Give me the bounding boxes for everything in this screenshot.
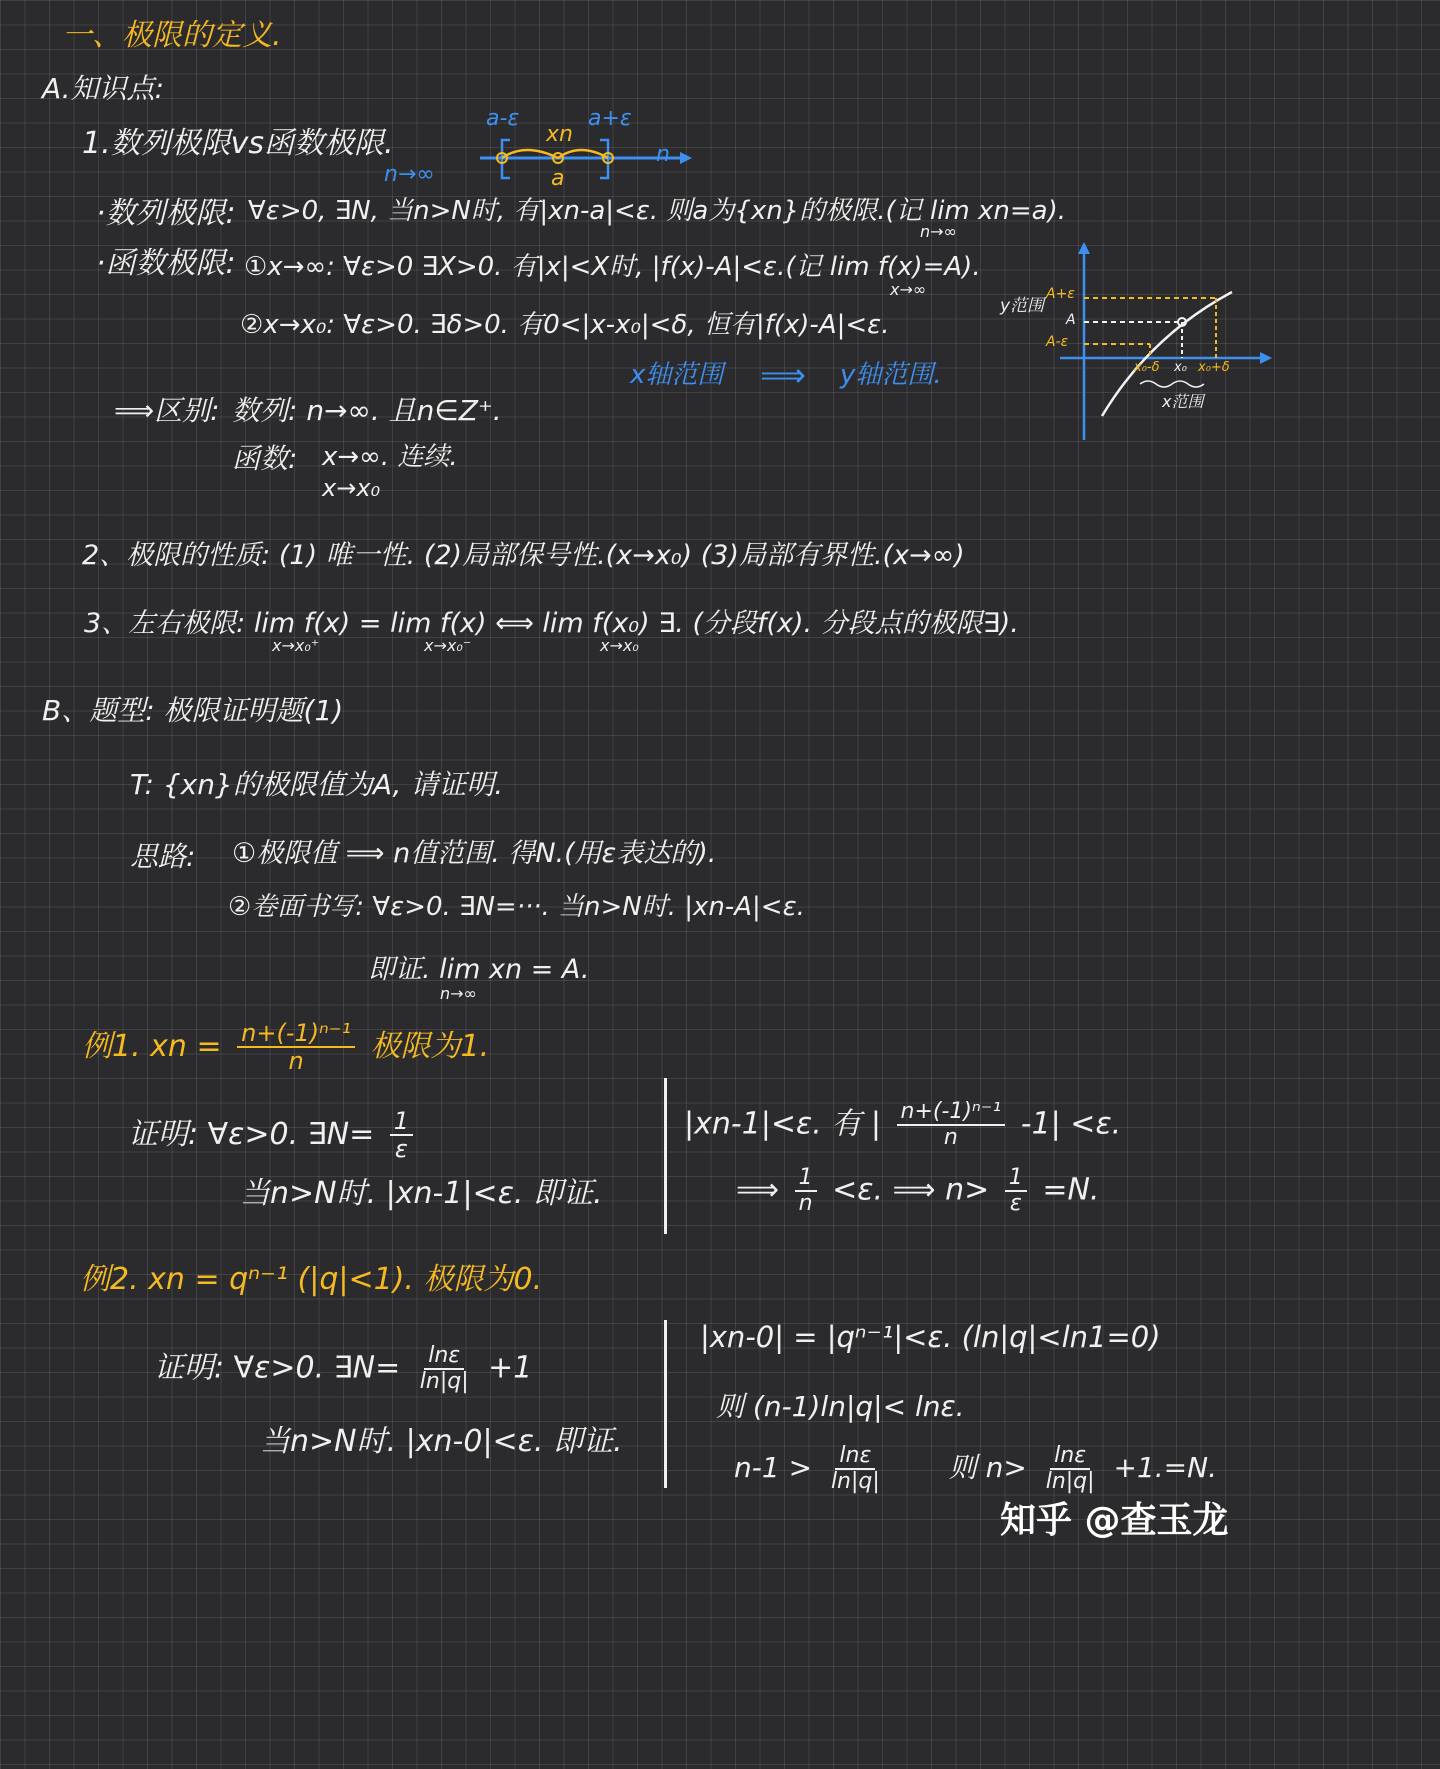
example-2-scratch-numerator: lnε — [835, 1444, 875, 1470]
example-2-proof-fraction — [416, 1344, 473, 1394]
item-1-heading: 1.数列极限vs函数极限. — [82, 126, 394, 161]
example-1-head: 例1. xn = — [82, 1028, 222, 1064]
example-2-proof-tail: +1 — [488, 1350, 533, 1386]
example-2-scratch-then: 则 n> — [948, 1451, 1027, 1485]
example-1-equals-n: =N. — [1042, 1172, 1100, 1208]
example-2-proof-line-1 — [154, 1344, 532, 1394]
center-a-label: a — [551, 166, 565, 191]
example-1-tail: 极限为1. — [370, 1028, 490, 1064]
example-2-scratch-denominator-2: ln|q| — [1045, 1469, 1095, 1495]
example-1-proof-fraction — [390, 1108, 413, 1163]
example-1-scratch-den-3: ε — [1009, 1191, 1022, 1217]
graph-x-minus-label: x₀-δ — [1134, 360, 1160, 375]
xn-label: xn — [546, 122, 573, 147]
task-statement: T: {xn}的极限值为A, 请证明. — [130, 768, 504, 801]
example-1-proof-denominator: ε — [394, 1135, 408, 1164]
example-1-proof-line-2: 当n>N时. |xn-1|<ε. 即证. — [240, 1176, 603, 1211]
example-1-scratch-den-2: n — [798, 1191, 813, 1217]
example-1-scratch-tail: -1| <ε. — [1020, 1106, 1122, 1142]
x-axis-range-label: x轴范围 — [630, 360, 724, 390]
number-line-arrow — [680, 152, 692, 164]
difference-sequence: 数列: n→∞. 且n∈Z⁺. — [232, 394, 502, 427]
graph-a-label: A — [1066, 312, 1076, 328]
item-3-subscript-both: x→x₀ — [600, 636, 639, 655]
graph-x0-label: x₀ — [1174, 360, 1187, 375]
example-2-scratch-result: +1.=N. — [1113, 1451, 1217, 1485]
graph-x-arrow — [1260, 352, 1272, 364]
item-3-subscript-right: x→x₀⁺ — [272, 636, 320, 655]
implies-arrow: ⟹ — [760, 356, 806, 394]
axis-n-label: n — [656, 142, 670, 167]
function-limit-case-1-subscript: x→∞ — [890, 280, 927, 299]
sequence-limit-label: ·数列极限: — [96, 196, 236, 231]
example-1-proof-line-1 — [128, 1108, 419, 1163]
example-1-scratch-num-2: 1 — [795, 1166, 817, 1192]
example-1-scratch-text: |xn-1|<ε. 有 | — [684, 1106, 881, 1142]
function-limit-graph — [1040, 240, 1280, 440]
example-1-scratch-num-3: 1 — [1005, 1166, 1027, 1192]
item-3-subscript-left: x→x₀⁻ — [424, 636, 472, 655]
left-bound-label: a-ε — [486, 106, 520, 131]
idea-step-2: ②卷面书写: ∀ε>0. ∃N=···. 当n>N时. |xn-A|<ε. — [228, 892, 805, 922]
function-limit-label: ·函数极限: — [96, 246, 236, 281]
y-axis-range-label: y轴范围. — [840, 360, 942, 390]
example-1-scratch-fraction-3 — [1005, 1166, 1027, 1216]
example-2-divider — [664, 1320, 667, 1488]
example-2-scratch-line-1: |xn-0| = |qⁿ⁻¹|<ε. (ln|q|<ln1=0) — [700, 1320, 1161, 1354]
example-1-divider — [664, 1078, 667, 1234]
example-2-scratch-line-2: 则 (n-1)ln|q|< lnε. — [716, 1390, 965, 1423]
example-1-denominator: n — [288, 1047, 304, 1076]
example-1-scratch-fraction-2 — [795, 1166, 817, 1216]
example-1-implies-2: <ε. ⟹ n> — [832, 1172, 990, 1208]
idea-step-3: 即证. lim xn = A. — [368, 954, 590, 985]
graph-a-minus-label: A-ε — [1046, 334, 1069, 350]
example-1-scratch-line-1 — [684, 1100, 1121, 1150]
example-1-fraction — [237, 1020, 355, 1075]
function-limit-case-2: ②x→x₀: ∀ε>0. ∃δ>0. 有0<|x-x₀|<δ, 恒有|f(x)-A|<ε. — [240, 310, 890, 340]
example-1-implies-1: ⟹ — [736, 1172, 780, 1208]
graph-x-plus-label: x₀+δ — [1198, 360, 1230, 375]
example-1-numerator: n+(-1)ⁿ⁻¹ — [237, 1020, 355, 1048]
example-1-scratch-numerator: n+(-1)ⁿ⁻¹ — [897, 1100, 1006, 1126]
example-2-scratch-fraction-2 — [1042, 1444, 1099, 1494]
item-3-one-sided-limits: 3、左右极限: lim f(x) = lim f(x) ⟺ lim f(x₀) ∃. (分段f(x). 分段点的极限∃). — [84, 608, 1019, 639]
graph-y-arrow — [1078, 242, 1090, 254]
idea-label: 思路: — [130, 840, 196, 873]
example-2-proof-numerator: lnε — [424, 1344, 464, 1370]
example-2-proof-line-2: 当n>N时. |xn-0|<ε. 即证. — [260, 1424, 623, 1459]
section-a-heading: A.知识点: — [42, 72, 165, 105]
idea-step-3-subscript: n→∞ — [440, 984, 477, 1003]
section-b-heading: B、题型: 极限证明题(1) — [42, 694, 344, 727]
example-2-scratch-denominator: ln|q| — [830, 1469, 880, 1495]
right-bound-label: a+ε — [588, 106, 632, 131]
sequence-limit-definition: ∀ε>0, ∃N, 当n>N时, 有|xn-a|<ε. 则a为{xn}的极限.(记 lim xn=a). — [248, 196, 1066, 226]
example-1 — [82, 1020, 489, 1075]
graph-y-range-label: y范围 — [1000, 296, 1045, 316]
graph-a-plus-label: A+ε — [1046, 286, 1075, 302]
example-2-proof-text: 证明: ∀ε>0. ∃N= — [154, 1350, 401, 1386]
item-2-properties: 2、极限的性质: (1) 唯一性. (2)局部保号性.(x→x₀) (3)局部有界性.(x→∞) — [82, 540, 965, 571]
page-title: 一、极限的定义. — [62, 18, 282, 53]
function-limit-case-1: ①x→∞: ∀ε>0 ∃X>0. 有|x|<X时, |f(x)-A|<ε.(记 lim f(x)=A). — [244, 252, 981, 282]
difference-function-line-1: x→∞. 连续. — [322, 442, 458, 472]
x-range-wave — [1140, 381, 1204, 387]
idea-step-1: ①极限值 ⟹ n值范围. 得N.(用ε表达的). — [232, 838, 717, 869]
difference-lead: ⟹区别: — [114, 394, 220, 427]
difference-function-line-2: x→x₀ — [322, 474, 381, 502]
n-to-infinity-label: n→∞ — [384, 162, 435, 187]
example-1-scratch-fraction — [897, 1100, 1006, 1150]
example-2-proof-denominator: ln|q| — [419, 1369, 469, 1395]
example-2-scratch-ineq: n-1 > — [734, 1451, 813, 1485]
sequence-limit-subscript: n→∞ — [920, 222, 957, 241]
example-1-scratch-line-2 — [736, 1166, 1099, 1216]
zhihu-watermark: 知乎 @查玉龙 — [1000, 1500, 1229, 1541]
example-2-scratch-fraction — [827, 1444, 884, 1494]
example-1-proof-text: 证明: ∀ε>0. ∃N= — [128, 1116, 375, 1152]
example-1-proof-numerator: 1 — [390, 1108, 413, 1136]
graph-x-range-label: x范围 — [1162, 392, 1204, 411]
example-1-scratch-denominator: n — [943, 1125, 958, 1151]
example-2-scratch-numerator-2: lnε — [1050, 1444, 1090, 1470]
difference-function-label: 函数: — [232, 442, 298, 475]
example-2-scratch-line-3 — [734, 1444, 1217, 1494]
example-2-head: 例2. xn = qⁿ⁻¹ (|q|<1). 极限为0. — [80, 1262, 543, 1297]
